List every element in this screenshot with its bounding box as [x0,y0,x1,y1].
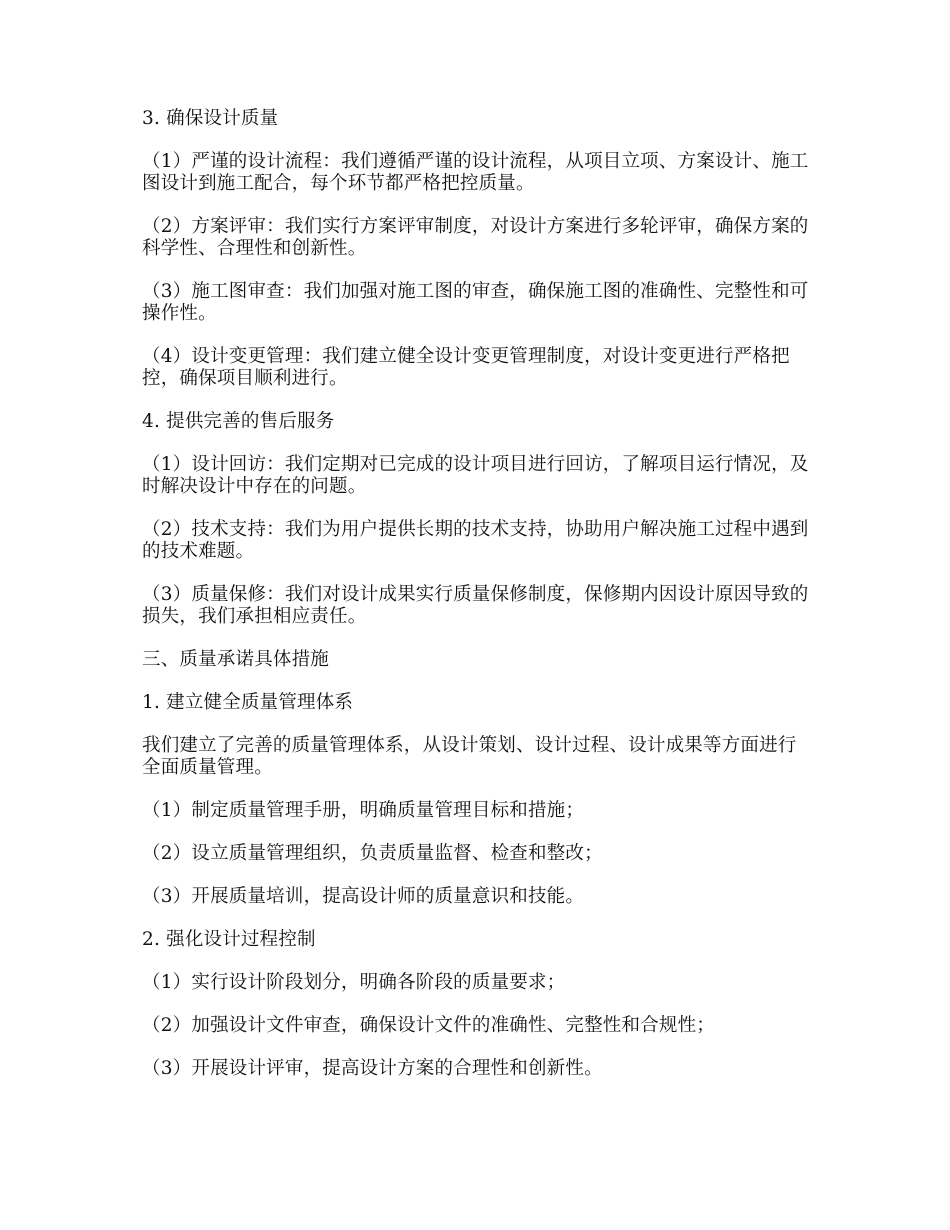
paragraph: （1）设计回访：我们定期对已完成的设计项目进行回访，了解项目运行情况，及时解决设计中存在的问题。 [142,454,809,497]
paragraph: （2）设立质量管理组织，负责质量监督、检查和整改； [142,843,603,864]
section-heading: 3. 确保设计质量 [142,108,279,129]
paragraph: 我们建立了完善的质量管理体系，从设计策划、设计过程、设计成果等方面进行全面质量管理。 [142,735,797,778]
paragraph: （3）质量保修：我们对设计成果实行质量保修制度，保修期内因设计原因导致的损失，我们承担相应责任。 [142,584,809,627]
paragraph: （3）开展质量培训，提高设计师的质量意识和技能。 [142,886,585,907]
section-heading: 4. 提供完善的售后服务 [142,411,335,432]
paragraph: （2）方案评审：我们实行方案评审制度，对设计方案进行多轮评审，确保方案的科学性、合理性和创新性。 [142,216,809,259]
paragraph: （3）施工图审查：我们加强对施工图的审查，确保施工图的准确性、完整性和可操作性。 [142,281,809,324]
paragraph: （2）技术支持：我们为用户提供长期的技术支持，协助用户解决施工过程中遇到的技术难题。 [142,519,809,562]
paragraph: （1）实行设计阶段划分，明确各阶段的质量要求； [142,972,566,993]
section-heading: 2. 强化设计过程控制 [142,929,316,950]
paragraph: （2）加强设计文件审查，确保设计文件的准确性、完整性和合规性； [142,1015,715,1036]
paragraph: （4）设计变更管理：我们建立健全设计变更管理制度，对设计变更进行严格把控，确保项目顺利进行。 [142,346,790,389]
paragraph: （1）严谨的设计流程：我们遵循严谨的设计流程，从项目立项、方案设计、施工图设计到施工配合，每个环节都严格把控质量。 [142,151,809,194]
document-page [142,108,810,1101]
paragraph: （3）开展设计评审，提高设计方案的合理性和创新性。 [142,1058,603,1079]
section-heading: 1. 建立健全质量管理体系 [142,692,354,713]
chapter-heading: 三、质量承诺具体措施 [142,649,330,670]
paragraph: （1）制定质量管理手册，明确质量管理目标和措施； [142,800,585,821]
